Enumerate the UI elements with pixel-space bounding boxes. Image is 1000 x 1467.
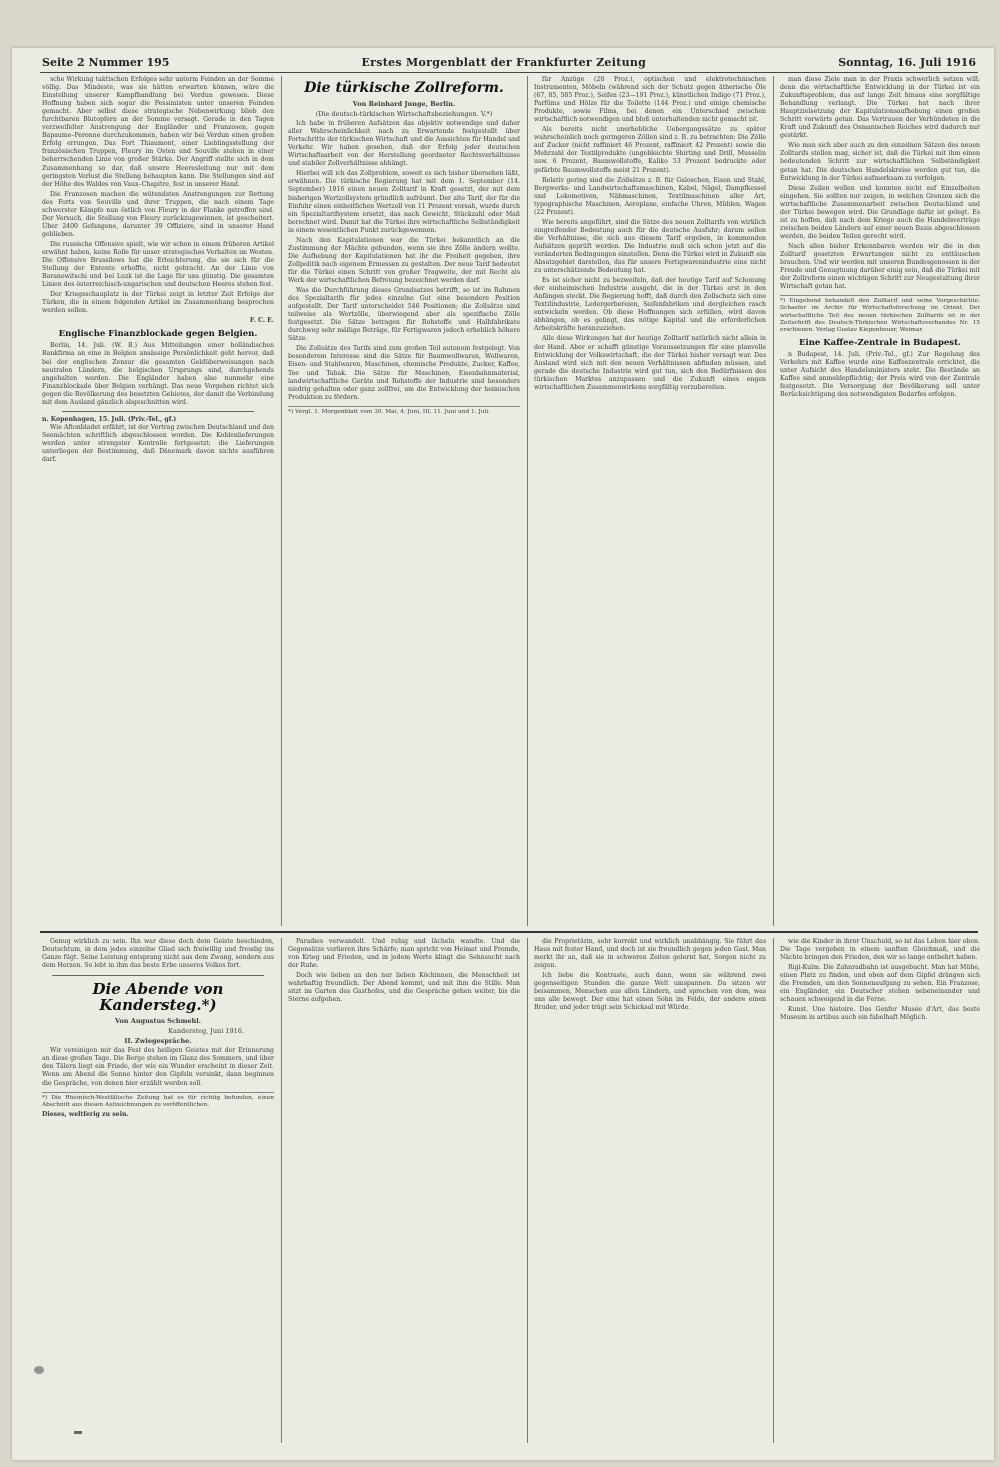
series-note: (Die deutsch-türkischen Wirtschaftsbeziehungen. V.*) bbox=[315, 110, 493, 119]
column-divider bbox=[281, 938, 282, 1443]
footnote: *) Vergl. 1. Morgenblatt vom 30. Mai, 4. Juni, III. 11. Juni und 1. Juli. bbox=[288, 406, 520, 416]
column-4 bbox=[780, 76, 980, 926]
article-text: für Anzüge (20 Proz.), optischen und elektrotechnischen Instrumenten, Möbeln (während sich der Schutz gegen ätherische Öle (67, 85, 505 Proz.), Seifen (23—191 Proz.), künstlichen Indigo (71 Proz.), Parfüms und Hölze für die Toilette (144 Proz.) und einige chemische Produkte, sowie Films, bei denen ein Unterschied zwischen wirtschaftlich notwendigen und bloß unterhaltenden nicht gemacht ist. bbox=[534, 76, 766, 124]
article-text: wie die Kinder in ihrer Unschuld, so ist das Leben hier oben. Die Tage vergehen in einem sanften Gleichmaß, und die Nächte bringen den Frieden, den wir so lange entbehrt haben. bbox=[780, 938, 980, 962]
article-text: Nach allen bisher Erkennbaren werden wir die in den Zolltarif gesetzten Erwartungen nicht zu enttäuschen brauchen. Und wir werden mit unseren Bundesgenossen in der Freude und Genugtuung darüber einig sein, daß die Türkei mit der Zollreform einen wichtigen Schritt zur Neugestaltung ihrer Wirtschaft getan hat. bbox=[780, 242, 980, 291]
article-text: Es ist sicher nicht zu bezweifeln, daß der heutige Tarif auf Schonung der einheimischen Industrie ausgeht, die in der Türkei erst in den Anfängen steckt. Die Regierung hofft, daß durch den Zollschutz sich eine Textilindustrie, Ledergerbereien, Seifenfabriken und dergleichen rasch entwickeln werden. Ob diese Hoffnungen sich erfüllen, wird davon abhängen, ob es gelingt, das nötige Kapital und die erforderlichen Arbeitskräfte heranzuziehen. bbox=[534, 277, 766, 333]
article-text: Nach den Kapitulationen war die Türkei bekanntlich an die Zustimmung der Mächte gebunden, wenn sie ihre Zölle ändern wollte. Die Aufhebung der Kapitulationen hat ihr die Freiheit gegeben, ihre Zollpolitik nach eigenem Ermessen zu gestalten. Der neue Tarif bedeutet für die Türkei einen Schritt von großer Tragweite, der mit Recht als Werk der wirtschaftlichen Befreiung bezeichnet werden darf. bbox=[288, 236, 520, 284]
column-divider bbox=[281, 76, 282, 926]
page-header bbox=[42, 54, 976, 70]
ink-stain bbox=[34, 1366, 44, 1374]
newspaper-page bbox=[12, 48, 994, 1460]
byline: Von Augustus Schmehl. bbox=[115, 1017, 201, 1026]
article-text: Wie man sich aber auch zu den einzelnen Sätzen des neuen Zolltarifs stellen mag, sicher ist, daß die Türkei mit ihm einen bedeutenden Schritt zur wirtschaftlichen Selbständigkeit getan hat. Die deutschen Handelskreise werden gut tun, die Entwicklung in der Türkei aufmerksam zu verfolgen. bbox=[780, 142, 980, 182]
article-headline: Eine Kaffee-Zentrale in Budapest. bbox=[799, 338, 961, 349]
masthead: Erstes Morgenblatt der Frankfurter Zeitung bbox=[361, 55, 647, 69]
article-text: sche Wirkung taktischen Erfolges sehr unterm Feinden an der Somme völlig. Das Mindeste, was sie hätten erwarten können, wäre die Einstellung unserer Kampfhandlung bei Verdun gewesen. Diese Hoffnung haben sich sogar die Pessimisten unter unseren Feinden gemacht. Aber selbst diese strategische Nebenwirkung blieb den furchtbaren Blutopfern an der Somme versagt. Gerade in den Tagen verzweifelter Anstrengung der Engländer und Franzosen, gegen Bapaume–Peronne durchzukommen, haben wir bei Verdun einen großen Erfolg errungen. Das Fort Thiaumont, einer Lieblingsstellung der französischen Truppen, Fleury im Osten und Souville stehen in einer beherrschenden Linie von großer Stärke. Der Angriff stellte sich in dem Zusammenhang so dar, daß unsere Heeresleitung nur mit dem geringsten Verlust die Stellung behaupten kann. Die Stellungen sind auf der Höhe des Waldes von Vaux–Chapitre, fest in unserer Hand. bbox=[42, 76, 274, 188]
article-text: Rigi-Kulm. Die Zahnradbahn ist ausgebucht. Man hat Mühe, einen Platz zu finden, und oben auf dem Gipfel drängen sich die Fremden, um den Sonnenaufgang zu sehen. Ein Franzose, ein Engländer, ein Deutscher stehen nebeneinander und schauen schweigend in die Ferne. bbox=[780, 964, 980, 1004]
column-divider bbox=[773, 938, 774, 1443]
article-text: Paradies verwandelt. Und ruhig und lächeln wandte. Und die Gegensätze verlieren ihre Schärfe; man spricht von Heimat und Fremde, von Krieg und Frieden, und in jedem Worte klingt die Sehnsucht nach der Ruhe. bbox=[288, 938, 520, 970]
article-text: Ich habe in früheren Aufsätzen das objektiv notwendige und daher aller Wahrscheinlichkeit nach zu Erwartende festgestellt über Fortschritte der türkischen Wirtschaft und die Aussichten für Handel und Verkehr. Wir haben gesehen, daß der Erfolg jeder deutschen Wirtschaftsarbeit von der Herstellung geordneter Rechtsverhältnisse und stabiler Zollverhältnisse abhängt. bbox=[288, 120, 520, 168]
article-text: Die Zollsätze des Tarifs sind zum großen Teil autonom festgelegt. Von besonderem Interesse sind die Sätze für Baumwollwaren, Wollwaren, Eisen- und Stahlwaren, Maschinen, chemische Produkte, Zucker, Kaffee, Tee und Tabak. Die Sätze für Maschinen, Eisenbahnmaterial, landwirtschaftliche Geräte und Rohstoffe der Industrie sind besonders niedrig gehalten oder ganz zollfrei, um die Entwicklung der heimischen Produktion zu fördern. bbox=[288, 345, 520, 401]
article-text: Ich liebe die Kontraste, auch dann, wenn sie während zwei gegenseitigen Stunden die ganze Welt umspannen. Da sitzen wir beisammen, Menschen aus allen Ländern, und sprechen von dem, was uns alle bewegt. Der eine hat einen Sohn im Felde, der andere einen Bruder, und jeder trägt sein Schicksal mit Würde. bbox=[534, 972, 766, 1012]
feuilleton-column-3 bbox=[534, 938, 766, 1443]
article-text: Als bereits nicht unerhebliche Uebergangssätze zu später wahrscheinlich noch geringeren Zöllen sind z. B. zu betrachten: Die Zölle auf Zucker (nicht raffiniert 46 Prozent, raffiniert 42 Prozent) sowie die Mehrzahl der Textilprodukte (ungebleichte Shirting und Drill, Musselin usw. 6 Prozent, Baumwollstoffe, Kaliko 53 Prozent bedruckte oder gefärbte Baumwollstoffe meist 21 Prozent). bbox=[534, 126, 766, 174]
article-text: Der Kriegsschauplatz in der Türkei zeigt in letzter Zeit Erfolge der Türken, die in einem folgenden Artikel im Zusammenhang besprochen werden sollen. bbox=[42, 291, 274, 315]
divider bbox=[52, 975, 264, 976]
column-1 bbox=[42, 76, 274, 926]
article-title: Die türkische Zollreform. bbox=[304, 80, 504, 96]
article-text: Berlin, 14. Juli. (W. B.) Aus Mitteilungen einer holländischen Bankfirma an eine in Belgien ansässige Persönlichkeit geht hervor, daß bei der englischen Zensur die gesamten Geldüberweisungen nach neutralen Ländern, die belgischen Ursprungs sind, durchgehends angehalten werden. Die Engländer haben also nunmehr eine Finanzblockade über Belgien verhängt. Das neue Vorgehen richtet sich gegen die Bevölkerung des besetzten Gebietes, der damit die Verbindung mit dem Ausland gänzlich abgeschnitten wird. bbox=[42, 342, 274, 406]
feuilleton-column-4 bbox=[780, 938, 980, 1443]
feuilleton-column-1 bbox=[42, 938, 274, 1443]
signature: F. C. E. bbox=[249, 317, 274, 325]
footnote: *) Die Rheinisch-Westfälische Zeitung hat es für richtig befunden, einen Abschnitt aus diesen Aufzeichnungen zu veröffentlichen. bbox=[42, 1092, 274, 1109]
ink-mark bbox=[74, 1431, 82, 1434]
divider bbox=[62, 411, 254, 412]
column-divider bbox=[773, 76, 774, 926]
article-text: Hierbei will ich das Zollproblem, soweit es sich bisher übersehen läßt, erwähnen. Die türkische Regierung hat mit dem 1. September (14. September) 1916 einen neuen Zolltarif in Kraft gesetzt, der mit dem bisherigen Wertzollsystem gründlich aufräumt. Der alte Tarif, der für die Einfuhr einen einheitlichen Wertzoll von 11 Prozent vorsah, wurde durch ein Spezialtarifsystem ersetzt, das nach Gewicht, Stückzahl oder Maß berechnet wird. Damit hat die Türkei ihre wirtschaftliche Selbständigkeit in einem wesentlichen Punkt zurückgewonnen. bbox=[288, 170, 520, 234]
article-text: n Budapest, 14. Juli. (Priv.-Tel., gf.) Zur Regelung des Verkehrs mit Kaffee wurde eine Kaffeezentrale errichtet, die unter Aufsicht des Handelsministers steht. Die Bestände an Kaffee sind anmeldepflichtig; der Preis wird von der Zentrale festgesetzt. Die Versorgung der Bevölkerung soll unter Berücksichtigung des notwendigsten Bedarfes erfolgen. bbox=[780, 351, 980, 399]
article-text: Doch wie lieben an den nur lieben Köchinnen, die Menschheit ist wahrhaftig freundlich. Der Abend kommt, und mit ihm die Stille. Man sitzt im Garten des Gasthofes, und die Gespräche gehen weiter, bis die Sterne aufgehen. bbox=[288, 972, 520, 1004]
header-rule bbox=[40, 72, 978, 73]
feuilleton-column-2 bbox=[288, 938, 520, 1443]
byline: Von Reinhard Junge, Berlin. bbox=[352, 100, 456, 108]
section-heading: II. Zwiegespräche. bbox=[124, 1037, 192, 1046]
column-divider bbox=[527, 76, 528, 926]
article-headline: Englische Finanzblockade gegen Belgien. bbox=[58, 329, 258, 340]
article-text: Die Franzosen machen die wütendsten Anstrengungen zur Rettung des Forts von Souville und ihrer Truppen, die nach einem Tage schwerster Kämpfe nun östlich von Fleury in der Flanke getroffen sind. Der Versuch, die Stellung von Fleury zurückzugewinnen, ist gescheitert. Über 2400 Gefangene, darunter 39 Offiziere, sind in unserer Hand geblieben. bbox=[42, 190, 274, 238]
article-text: Wir vereinigen mir das Fest des heiligen Geistes mit der Erinnerung an diese großen Tage. Die Berge stehen im Glanz des Sommers, und über den Tälern liegt ein Friede, der wie ein Wunder erscheint in dieser Zeit. Wenn am Abend die Sonne hinter den Gipfeln versinkt, dann beginnen die Gespräche, von denen hier erzählt werden soll. bbox=[42, 1047, 274, 1087]
article-text: Relativ gering sind die Zollsätze z. B. für Galoschen, Eisen und Stahl, Bergwerks- und Landwirtschaftsmaschinen, Kabel, Nägel, Dampfkessel und Lokomotiven, Nähmaschinen, Textilmaschinen aller Art, typographische Maschinen, Aeroplane, einfache Uhren, Mühlen, Wagen (22 Prozent). bbox=[534, 176, 766, 216]
dateline: n. Kopenhagen, 15. Juli. (Priv.-Tel., gf.) bbox=[42, 415, 177, 423]
column-3 bbox=[534, 76, 766, 926]
article-title: Die Abende von Kandersteg.*) bbox=[92, 980, 224, 1015]
article-text: die Proprietärin, sehr korrekt und wirklich unabhängig. Sie führt das Haus mit fester Hand, und doch ist sie freundlich gegen jeden Gast. Man merkt ihr an, daß sie in schweren Zeiten gelernt hat, Sorgen nicht zu zeigen. bbox=[534, 938, 766, 970]
article-text: Kunst. Une histoire. Das Genfer Musée d'Art, das beste Museum in artibus auch ein fabelhaft Möglich. bbox=[780, 1006, 980, 1022]
article-text: Wie Aftonbladet erfährt, ist der Vertrag zwischen Deutschland und den Seemächten schriftlich abgeschlossen worden. Die Kohlenlieferungen werden unter strengster Kontrolle fortgesetzt; die Lieferungen unterliegen der Bestimmung, daß Dänemark davon nichts ausführen darf. bbox=[42, 423, 274, 464]
column-divider bbox=[527, 938, 528, 1443]
article-text: Alle diese Wirkungen hat der heutige Zolltarif natürlich nicht allein in der Hand. Aber er schafft günstige Voraussetzungen für eine planvolle Entwicklung der Volkswirtschaft, die der Türkei bisher versagt war. Das Ausland wird sich mit den neuen Verhältnissen abfinden müssen, und gerade die deutsche Industrie wird gut tun, sich den Bedürfnissen des türkischen Marktes anzupassen und die Zukunft eines engen wirtschaftlichen Zusammenwirkens sorgfältig vorzubereiten. bbox=[534, 335, 766, 391]
footnote: *) Eingehend behandelt den Zolltarif und seine Vorgeschichte: Schaefer im Archiv für Wirtschaftsforschung im Orient. Der wirtschaftliche Teil des neuen türkischen Zolltarifs ist in der Zeitschrift des Deutsch-Türkischen Wirtschaftsverbandes Nr. 15 erschienen. Verlag Gustav Kiepenheuer, Weimar. bbox=[780, 295, 980, 334]
dateline: Kandersteg, Juni 1916. bbox=[168, 1027, 244, 1036]
article-text: Wie bereits angeführt, sind die Sätze des neuen Zolltarifs von wirklich eingreifender Bedeutung auch für die deutsche Ausfuhr; darum sollen die Verhältnisse, die sich aus diesem Tarif ergeben, in kommenden Aufsätzen geprüft werden. Die Industrie muß sich schon jetzt auf die veränderten Bedingungen einstellen. Denn die Türkei wird in Zukunft ein Absatzgebiet darstellen, das für unsere Fertigwarenindustrie eine nicht zu unterschätzende Bedeutung hat. bbox=[534, 218, 766, 275]
page-number: Seite 2 Nummer 195 bbox=[42, 55, 170, 69]
article-text: Diese Zeilen wollen und konnten nicht auf Einzelheiten eingehen. Sie sollten nur zeigen, in welchen Grenzen sich die wirtschaftliche Zusammenarbeit zwischen Deutschland und der Türkei bewegen wird. Die Grundlage dafür ist gelegt. Es ist zu hoffen, daß nach dem Kriege auch die Handelsverträge zwischen beiden Ländern auf einer neuen Basis abgeschlossen werden, die beiden Teilen gerecht wird. bbox=[780, 184, 980, 240]
issue-date: Sonntag, 16. Juli 1916 bbox=[838, 55, 976, 69]
article-text: Was die Durchführung dieses Grundsatzes betrifft, so ist im Rahmen des Spezialtarifs für jedes einzelne Gut eine besondere Position aufgestellt. Der Tarif unterscheidet 546 Positionen; die Zollsätze sind teilweise als Wertzölle, überwiegend aber als spezifische Zölle festgesetzt. Die Sätze betragen für Rohstoffe und Halbfabrikate durchweg sehr mäßige Beträge, für Fertigwaren jedoch erheblich höhere Sätze. bbox=[288, 287, 520, 343]
column-2 bbox=[288, 76, 520, 926]
article-text: man diese Ziele man in der Praxis schwerlich setzen will; denn die wirtschaftliche Entwicklung in der Türkei ist ein Zukunftsproblem, das auf lange Zeit hinaus eine sorgfältige Behandlung verlangt. Die Türkei hat nach ihrer Hauptzielsetzung der Kapitulationsaufhebung einen großen Schritt vorwärts getan. Das Vertrauen der Verbündeten in die Kraft und Zukunft des Osmanischen Reiches wird dadurch nur gestärkt. bbox=[780, 76, 980, 140]
feuilleton-rule bbox=[40, 931, 978, 933]
article-text: Die russische Offensive spielt, wie wir schon in einem früheren Artikel erwähnt haben, keine Rolle für unser strategisches Verhalten im Westen. Die Offensive Brussilows hat die Erleichterung, die sie sich für die Stellung der Entente erhoffte, nicht gebracht. An der Linie von Baranowitschi und bei Luzk ist die Lage für uns günstig. Die gesamten Linien des österreichisch-ungarischen und deutschen Heeres stehen fest. bbox=[42, 240, 274, 289]
article-text: Genug wirklich zu sein. Ihn war diese doch dem Geiste beschieden, Deutschtum, in dem jedes einzelne Glied sich freiwillig und freudig ins Ganze fügt. Seine Leistung entsprang nicht aus dem Zwang, sondern aus dem Herzen. So lebt in ihm das beste Erbe unseres Volkes fort. bbox=[42, 938, 274, 970]
continuation-line: Dieses, weltferig zu sein. bbox=[42, 1110, 129, 1118]
